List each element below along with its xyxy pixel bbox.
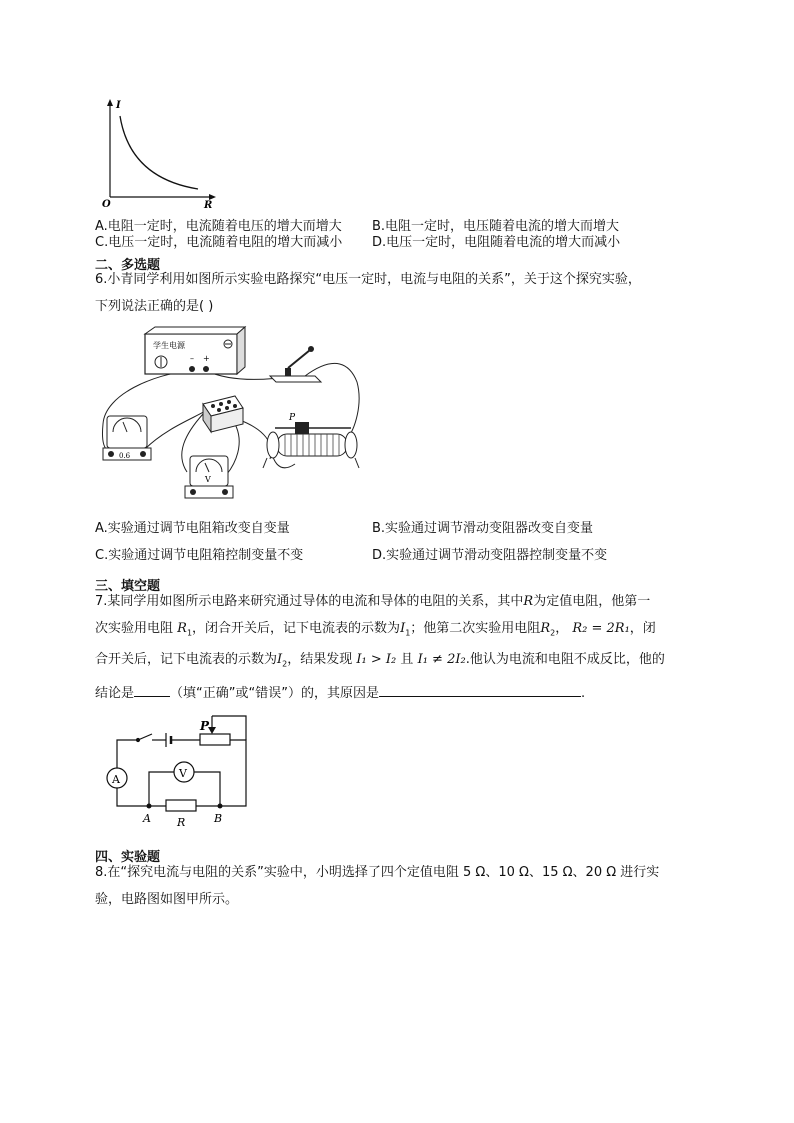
voltmeter-label: V — [205, 475, 211, 484]
y-axis-arrow — [107, 99, 113, 106]
resistance-box — [203, 396, 243, 432]
q7-stem-line3: 合开关后，记下电流表的示数为$I_2$，结果发现 I₁ > I₂ 且 I₁ ≠ 2I₂.他认为电流和电阻不成反比，他的 — [95, 652, 665, 669]
knife-switch — [270, 346, 321, 382]
rheostat-slider-label: P — [289, 413, 296, 423]
circuit-node-a-label: A — [143, 812, 151, 825]
q7-stem-line2: 次实验用电阻 $R_1$，闭合开关后，记下电流表的示数为$I_1$；他第二次实验用电阻$R_2$， R₂ = 2R₁，闭 — [95, 621, 656, 638]
q6-option-b: B.实验通过调节滑动变阻器改变自变量 — [372, 521, 594, 536]
power-supply-label: 学生电源 — [153, 341, 185, 350]
circuit-node-b-label: B — [214, 812, 223, 825]
circuit-voltmeter-label: V — [179, 767, 187, 780]
q6-stem-line2: 下列说法正确的是( ) — [95, 299, 214, 314]
ammeter-device — [103, 416, 151, 460]
q7-stem-line1: 7.某同学用如图所示电路来研究通过导体的电流和导体的电阻的关系，其中R为定值电阻，他第一 — [95, 594, 651, 609]
power-supply — [145, 327, 245, 374]
q6-option-c: C.实验通过调节电阻箱控制变量不变 — [95, 548, 304, 563]
q6-stem-line1: 6.小青同学利用如图所示实验电路探究“电压一定时，电流与电阻的关系”，关于这个探究实验， — [95, 272, 641, 287]
section-multiple-choice-title: 二、多选题 — [95, 258, 161, 273]
y-axis-label: I — [116, 100, 121, 111]
q5-option-a: A.电阻一定时，电流随着电压的增大而增大 — [95, 219, 342, 234]
q8-stem-line2: 验，电路图如图甲所示。 — [95, 892, 239, 907]
circuit-ammeter-label: A — [112, 773, 120, 786]
q7-stem-line4: 结论是 （填“正确”或“错误”）的，其原因是 . — [95, 686, 586, 701]
q6-option-a: A.实验通过调节电阻箱改变自变量 — [95, 521, 290, 536]
origin-label: O — [102, 199, 111, 208]
var-R: R — [523, 594, 534, 609]
answer-blank-reason[interactable] — [379, 684, 581, 697]
x-axis-label: R — [204, 200, 213, 208]
power-minus-label: – — [190, 354, 194, 363]
q5-option-c: C.电压一定时，电流随着电阻的增大而减小 — [95, 235, 343, 250]
inverse-relation-graph — [100, 96, 220, 208]
section-fill-blank-title: 三、填空题 — [95, 579, 161, 594]
sliding-rheostat — [263, 413, 359, 468]
q5-option-b: B.电阻一定时，电压随着电流的增大而增大 — [372, 219, 620, 234]
power-plus-label: + — [203, 354, 210, 363]
section-experiment-title: 四、实验题 — [95, 850, 161, 865]
circuit-slider-label: P — [200, 719, 210, 733]
q7-circuit-diagram — [100, 710, 270, 834]
circuit-resistor-label: R — [177, 816, 186, 829]
voltmeter-device — [185, 456, 233, 498]
q6-option-d: D.实验通过调节滑动变阻器控制变量不变 — [372, 548, 608, 563]
q8-stem-line1: 8.在“探究电流与电阻的关系”实验中，小明选择了四个定值电阻 5 Ω、10 Ω、15 Ω、20 Ω 进行实 — [95, 865, 660, 880]
inverse-curve — [120, 116, 198, 189]
ammeter-scale-label: 0.6 — [119, 452, 131, 460]
experiment-apparatus-figure — [95, 324, 415, 504]
answer-blank-conclusion[interactable] — [134, 684, 170, 697]
q5-option-d: D.电压一定时，电阻随着电流的增大而减小 — [372, 235, 621, 250]
